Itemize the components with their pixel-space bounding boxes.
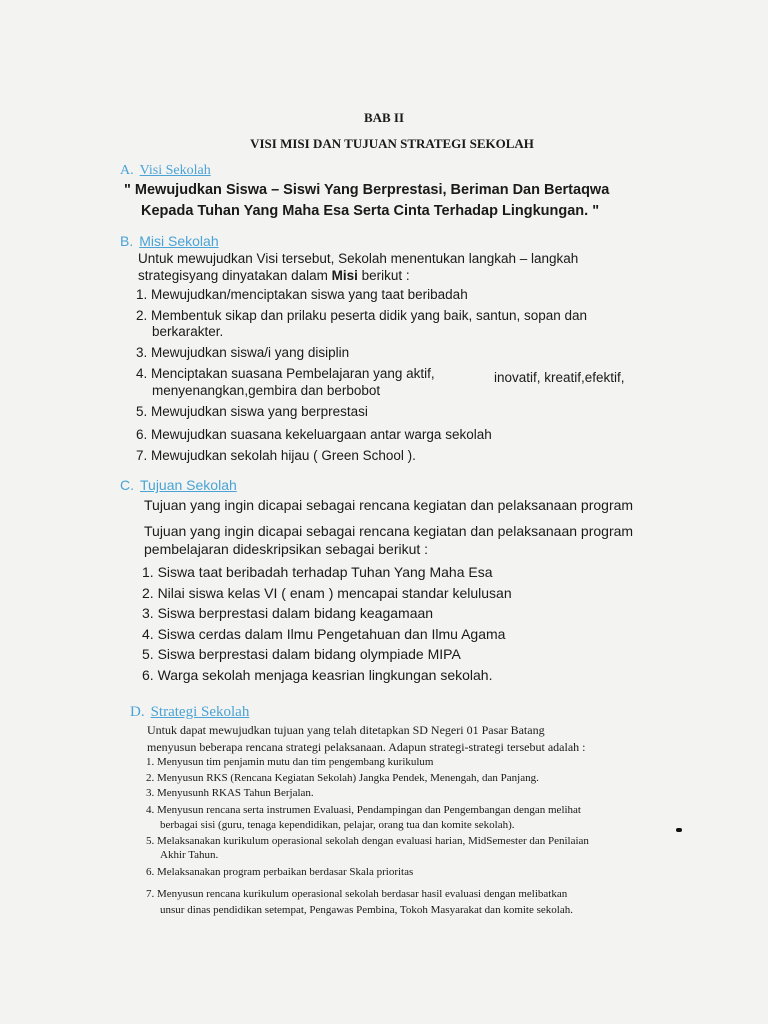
section-misi-heading: [120, 233, 219, 249]
misi-intro-text: strategisyang dinyatakan dalam: [138, 268, 332, 283]
strategi-item: 2. Menyusun RKS (Rencana Kegiatan Sekolah) Jangka Pendek, Menengah, dan Panjang.: [146, 772, 539, 784]
tujuan-intro-1: Tujuan yang ingin dicapai sebagai rencana kegiatan dan pelaksanaan program: [144, 523, 634, 539]
tujuan-item: 6. Warga sekolah menjaga keasrian lingkungan sekolah.: [142, 667, 493, 683]
chapter-label: BAB II: [363, 110, 405, 125]
section-visi-heading: [120, 163, 211, 179]
misi-item: 6. Mewujudkan suasana kekeluargaan antar warga sekolah: [136, 427, 492, 442]
visi-line-2: Kepada Tuhan Yang Maha Esa Serta Cinta Terhadap Lingkungan. ": [141, 203, 600, 219]
misi-item-continued: berkarakter.: [152, 324, 224, 339]
section-letter: D.: [130, 704, 145, 720]
section-title: Visi Sekolah: [139, 163, 211, 178]
tujuan-item: 1. Siswa taat beribadah terhadap Tuhan Yang Maha Esa: [142, 564, 493, 580]
strategi-intro-1: Untuk dapat mewujudkan tujuan yang telah ditetapkan SD Negeri 01 Pasar Batang: [147, 723, 545, 737]
strategi-item: 5. Melaksanakan kurikulum operasional sekolah dengan evaluasi harian, MidSemester dan Penilaian: [146, 835, 589, 847]
misi-item: 3. Mewujudkan siswa/i yang disiplin: [136, 345, 350, 360]
section-letter: A.: [120, 163, 134, 178]
misi-item-continued: inovatif, kreatif,efektif,: [494, 370, 625, 385]
visi-line-1: " Mewujudkan Siswa – Siswi Yang Berprestasi, Beriman Dan Bertaqwa: [124, 182, 610, 198]
misi-item: 7. Mewujudkan sekolah hijau ( Green School ).: [136, 448, 416, 463]
strategi-item: 6. Melaksanakan program perbaikan berdasar Skala prioritas: [146, 866, 414, 878]
section-strategi-heading: [130, 704, 249, 721]
misi-intro-text: berikut :: [357, 268, 410, 283]
section-tujuan-heading: [120, 477, 237, 493]
section-title: Tujuan Sekolah: [140, 477, 237, 493]
strategi-item: 7. Menyusun rencana kurikulum operasional sekolah berdasar hasil evaluasi dengan melibatkan: [146, 888, 568, 900]
misi-intro-1: Untuk mewujudkan Visi tersebut, Sekolah menentukan langkah – langkah: [138, 251, 579, 266]
section-title: Misi Sekolah: [139, 233, 219, 249]
tujuan-intro-2: pembelajaran dideskripsikan sebagai berikut :: [144, 541, 429, 557]
tujuan-item: 2. Nilai siswa kelas VI ( enam ) mencapai standar kelulusan: [142, 585, 512, 601]
strategi-item-continued: berbagai sisi (guru, tenaga kependidikan, pelajar, orang tua dan komite sekolah).: [160, 819, 515, 831]
strategi-item: 4. Menyusun rencana serta instrumen Evaluasi, Pendampingan dan Pengembangan dengan melihat: [146, 804, 581, 816]
strategi-intro-2: menyusun beberapa rencana strategi pelaksanaan. Adapun strategi-strategi tersebut adalah :: [147, 740, 586, 754]
misi-intro-2: [138, 268, 410, 283]
misi-item: 1. Mewujudkan/menciptakan siswa yang taat beribadah: [136, 287, 468, 302]
page-title: VISI MISI DAN TUJUAN STRATEGI SEKOLAH: [250, 136, 534, 151]
ink-mark: [676, 828, 682, 832]
misi-item: 2. Membentuk sikap dan prilaku peserta didik yang baik, santun, sopan dan: [136, 308, 588, 323]
section-letter: B.: [120, 233, 134, 249]
tujuan-intro-short: Tujuan yang ingin dicapai sebagai rencana kegiatan dan pelaksanaan program: [144, 497, 634, 513]
strategi-item: 1. Menyusun tim penjamin mutu dan tim pengembang kurikulum: [146, 756, 434, 768]
section-title: Strategi Sekolah: [150, 704, 250, 720]
strategi-item-continued: Akhir Tahun.: [160, 849, 219, 861]
misi-item-continued: menyenangkan,gembira dan berbobot: [152, 383, 381, 398]
strategi-item-continued: unsur dinas pendidikan setempat, Pengawas Pembina, Tokoh Masyarakat dan komite sekolah.: [160, 904, 573, 916]
section-letter: C.: [120, 477, 134, 493]
tujuan-item: 3. Siswa berprestasi dalam bidang keagamaan: [142, 605, 434, 621]
misi-item: 5. Mewujudkan siswa yang berprestasi: [136, 404, 368, 419]
tujuan-item: 5. Siswa berprestasi dalam bidang olympiade MIPA: [142, 646, 461, 662]
misi-item: 4. Menciptakan suasana Pembelajaran yang aktif,: [136, 366, 435, 381]
tujuan-item: 4. Siswa cerdas dalam Ilmu Pengetahuan dan Ilmu Agama: [142, 626, 506, 642]
strategi-item: 3. Menyusunh RKAS Tahun Berjalan.: [146, 787, 314, 799]
misi-intro-bold: Misi: [331, 268, 358, 283]
